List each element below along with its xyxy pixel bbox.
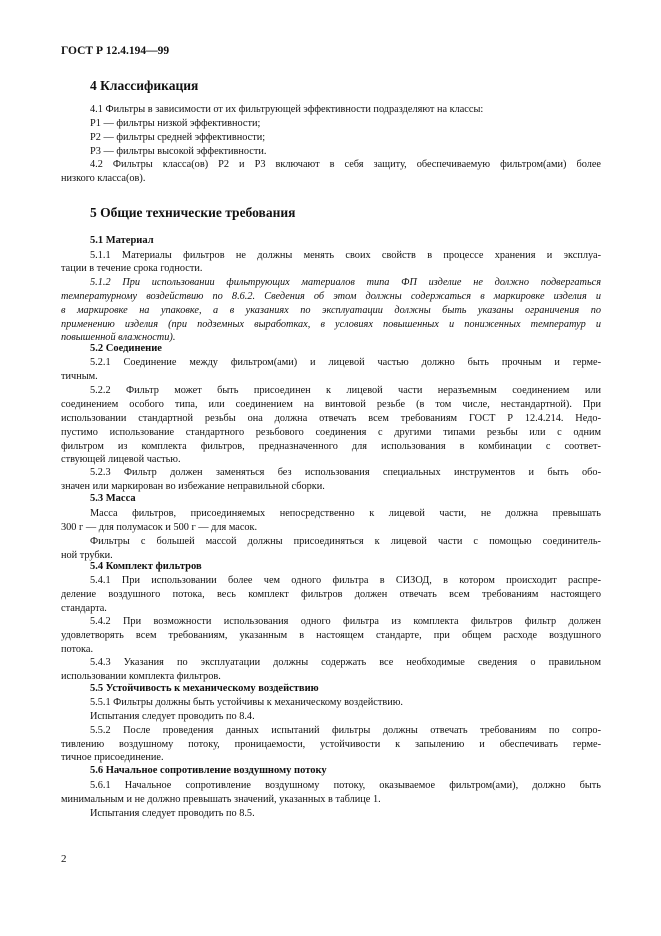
section-5-title: 5 Общие технические требования <box>90 205 296 220</box>
text-line: удовлетворять всем требованиям, указанным в настоящем стандарте, при общем расходе воздушного <box>61 630 601 641</box>
text-line: 5.2.2 Фильтр может быть присоединен к лицевой части неразъемным соединением или <box>90 385 601 396</box>
text-line: использовании комплекта фильтров. <box>61 671 221 682</box>
text-line: 300 г — для полумасок и 500 г — для масок. <box>61 522 258 533</box>
text-line: ной трубки. <box>61 550 113 561</box>
page-number: 2 <box>61 853 67 865</box>
section-4-title: 4 Классификация <box>90 78 199 93</box>
text-line: 5.5.1 Фильтры должны быть устойчивы к механическому воздействию. <box>90 697 403 708</box>
text-line: Р2 — фильтры средней эффективности; <box>90 132 266 143</box>
text-line: повышенной влажности). <box>61 332 176 343</box>
subsection-title: 5.1 Материал <box>90 235 154 246</box>
text-line: 5.4.1 При использовании более чем одного фильтра в СИЗОД, в котором происходит распре- <box>90 575 601 586</box>
text-line: пустимо использование стандартного резьбового соединения с другими типами резьбы или с одним <box>61 427 601 438</box>
subsection-title: 5.4 Комплект фильтров <box>90 561 202 572</box>
subsection-title: 5.3 Масса <box>90 493 136 504</box>
text-line: Р3 — фильтры высокой эффективности. <box>90 146 267 157</box>
text-line: 5.6.1 Начальное сопротивление воздушному потоку, оказываемое фильтром(ами), должно быть <box>90 780 601 791</box>
text-line: 5.1.2 При использовании фильтрующих материалов типа ФП изделие не должно подвергаться <box>90 277 601 288</box>
text-line: тации в течение срока годности. <box>61 263 203 274</box>
text-line: применению изделия (при подземных выработках, в условиях повышенных и пониженных температур и <box>61 319 601 330</box>
text-line: 5.4.3 Указания по эксплуатации должны содержать все необходимые сведения о правильном <box>90 657 601 668</box>
text-line: фильтром из комплекта фильтров, предназначенного для использования в комбинации с соответ- <box>61 441 601 452</box>
text-line: в маркировке на упаковке, а в указаниях по эксплуатации должны быть указаны ограничения по <box>61 305 601 316</box>
text-line: низкого класса(ов). <box>61 173 146 184</box>
subsection-title: 5.6 Начальное сопротивление воздушному потоку <box>90 765 327 776</box>
text-line: Испытания следует проводить по 8.5. <box>90 808 255 819</box>
text-line: 4.1 Фильтры в зависимости от их фильтрующей эффективности подразделяют на классы: <box>90 104 484 115</box>
text-line: потока. <box>61 644 94 655</box>
text-line: Фильтры с большей массой должны присоединяться к лицевой части с помощью соединитель- <box>90 536 601 547</box>
text-line: Масса фильтров, присоединяемых непосредственно к лицевой части, не должна превышать <box>90 508 601 519</box>
text-line: тичное присоединение. <box>61 752 164 763</box>
text-line: тичным. <box>61 371 98 382</box>
text-line: Р1 — фильтры низкой эффективности; <box>90 118 261 129</box>
text-line: использовании стандартной резьбы она должна отвечать всем требованиям ГОСТ Р 12.4.214. Недо- <box>61 413 601 424</box>
subsection-title: 5.2 Соединение <box>90 343 162 354</box>
text-line: температурному воздействию по 8.6.2. Сведения об этом должны содержаться в маркировке изделия и <box>61 291 601 302</box>
text-line: 5.4.2 При возможности использования одного фильтра из комплекта фильтров фильтр должен <box>90 616 601 627</box>
text-line: 4.2 Фильтры класса(ов) Р2 и Р3 включают в себя защиту, обеспечиваемую фильтром(ами) более <box>90 159 601 170</box>
text-line: 5.2.3 Фильтр должен заменяться без использования специальных инструментов и быть обо- <box>90 467 601 478</box>
text-line: 5.2.1 Соединение между фильтром(ами) и лицевой частью должно быть прочным и герме- <box>90 357 601 368</box>
text-line: деление воздушного потока, весь комплект фильтров должен отвечать всем требованиям настоящего <box>61 589 601 600</box>
text-line: минимальным и не должно превышать значений, указанных в таблице 1. <box>61 794 381 805</box>
text-line: 5.5.2 После проведения данных испытаний фильтры должны отвечать требованиям по сопро- <box>90 725 601 736</box>
text-line: 5.1.1 Материалы фильтров не должны менять своих свойств в процессе хранения и эксплуа- <box>90 250 601 261</box>
text-line: Испытания следует проводить по 8.4. <box>90 711 255 722</box>
text-line: тивлению воздушному потоку, проницаемости, устойчивости к запылению и обеспечивать гермe- <box>61 739 601 750</box>
document-header: ГОСТ Р 12.4.194—99 <box>61 45 170 57</box>
subsection-title: 5.5 Устойчивость к механическому воздействию <box>90 683 319 694</box>
text-line: ствующей лицевой частью. <box>61 454 181 465</box>
text-line: значен или маркирован во избежание неправильной сборки. <box>61 481 325 492</box>
text-line: стандарта. <box>61 603 107 614</box>
text-line: соединением особого типа, или соединением на винтовой резьбе (в том числе, нестандартной). При <box>61 399 601 410</box>
